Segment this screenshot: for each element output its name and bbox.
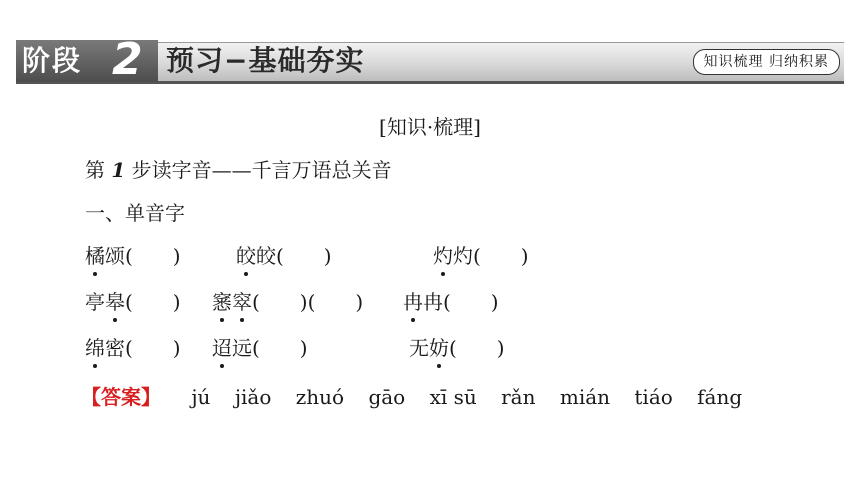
dotted-char: 妨 [429, 336, 449, 360]
section-heading: 一、单音字 [85, 201, 185, 225]
dotted-char: 灼 [433, 244, 453, 268]
answer-pinyin: fáng [697, 385, 743, 409]
dotted-char: 绵 [85, 336, 105, 360]
answer-pinyin: mián [559, 385, 611, 409]
header-title: 预习−基础夯实 [166, 44, 365, 77]
dotted-char: 皋 [105, 290, 125, 314]
word-item [212, 288, 363, 316]
dotted-char: 窸 [212, 290, 232, 314]
step-heading [85, 156, 392, 184]
char: 皎 [256, 244, 276, 268]
answer-blank: ( ) [125, 290, 181, 314]
answer-pinyin: rǎn [501, 385, 536, 409]
answer-blank: ( ) [252, 336, 308, 360]
step-text: 步读字音——千言万语总关音 [131, 158, 392, 182]
dotted-char: 冉 [403, 290, 423, 314]
answer-blank: ( ) [473, 244, 529, 268]
word-item [433, 242, 529, 270]
char: 远 [232, 336, 252, 360]
word-item [85, 334, 181, 362]
word-item [403, 288, 499, 316]
char: 无 [409, 336, 429, 360]
stage-badge [16, 34, 158, 85]
answer-pinyin: gāo [368, 385, 406, 409]
dotted-char: 迢 [212, 336, 232, 360]
answer-blank: ( ) [449, 336, 505, 360]
char: 颂 [105, 244, 125, 268]
answer-blank: ( ) [276, 244, 332, 268]
char: 灼 [453, 244, 473, 268]
answer-blank: ( ) [443, 290, 499, 314]
char: 冉 [423, 290, 443, 314]
word-item [85, 242, 181, 270]
dotted-char: 皎 [236, 244, 256, 268]
answer-pinyin: jú [191, 385, 211, 409]
dotted-char: 窣 [232, 290, 252, 314]
answer-blank: ( ) [125, 336, 181, 360]
stage-word: 阶段 [22, 44, 83, 77]
step-prefix: 第 [85, 158, 105, 182]
answer-blank: ( ) [125, 244, 181, 268]
char: 密 [105, 336, 125, 360]
answer-pinyin: tiáo [634, 385, 673, 409]
char: 亭 [85, 290, 105, 314]
subheading: [知识·梳理] [379, 115, 481, 139]
word-item [236, 242, 332, 270]
word-item [409, 334, 505, 362]
answer-label: 【答案】 [81, 385, 161, 409]
answer-line [81, 383, 760, 411]
word-item [212, 334, 308, 362]
stage-header [16, 34, 844, 86]
word-item [85, 288, 181, 316]
step-number: 1 [111, 158, 126, 182]
dotted-char: 橘 [85, 244, 105, 268]
header-tag: 知识梳理 归纳积累 [693, 49, 840, 75]
answer-pinyin: xī sū [429, 385, 477, 409]
stage-number: 2 [112, 34, 143, 85]
answer-blank: ( )( ) [252, 290, 364, 314]
answer-pinyin: jiǎo [234, 385, 272, 409]
answer-pinyin: zhuó [295, 385, 345, 409]
